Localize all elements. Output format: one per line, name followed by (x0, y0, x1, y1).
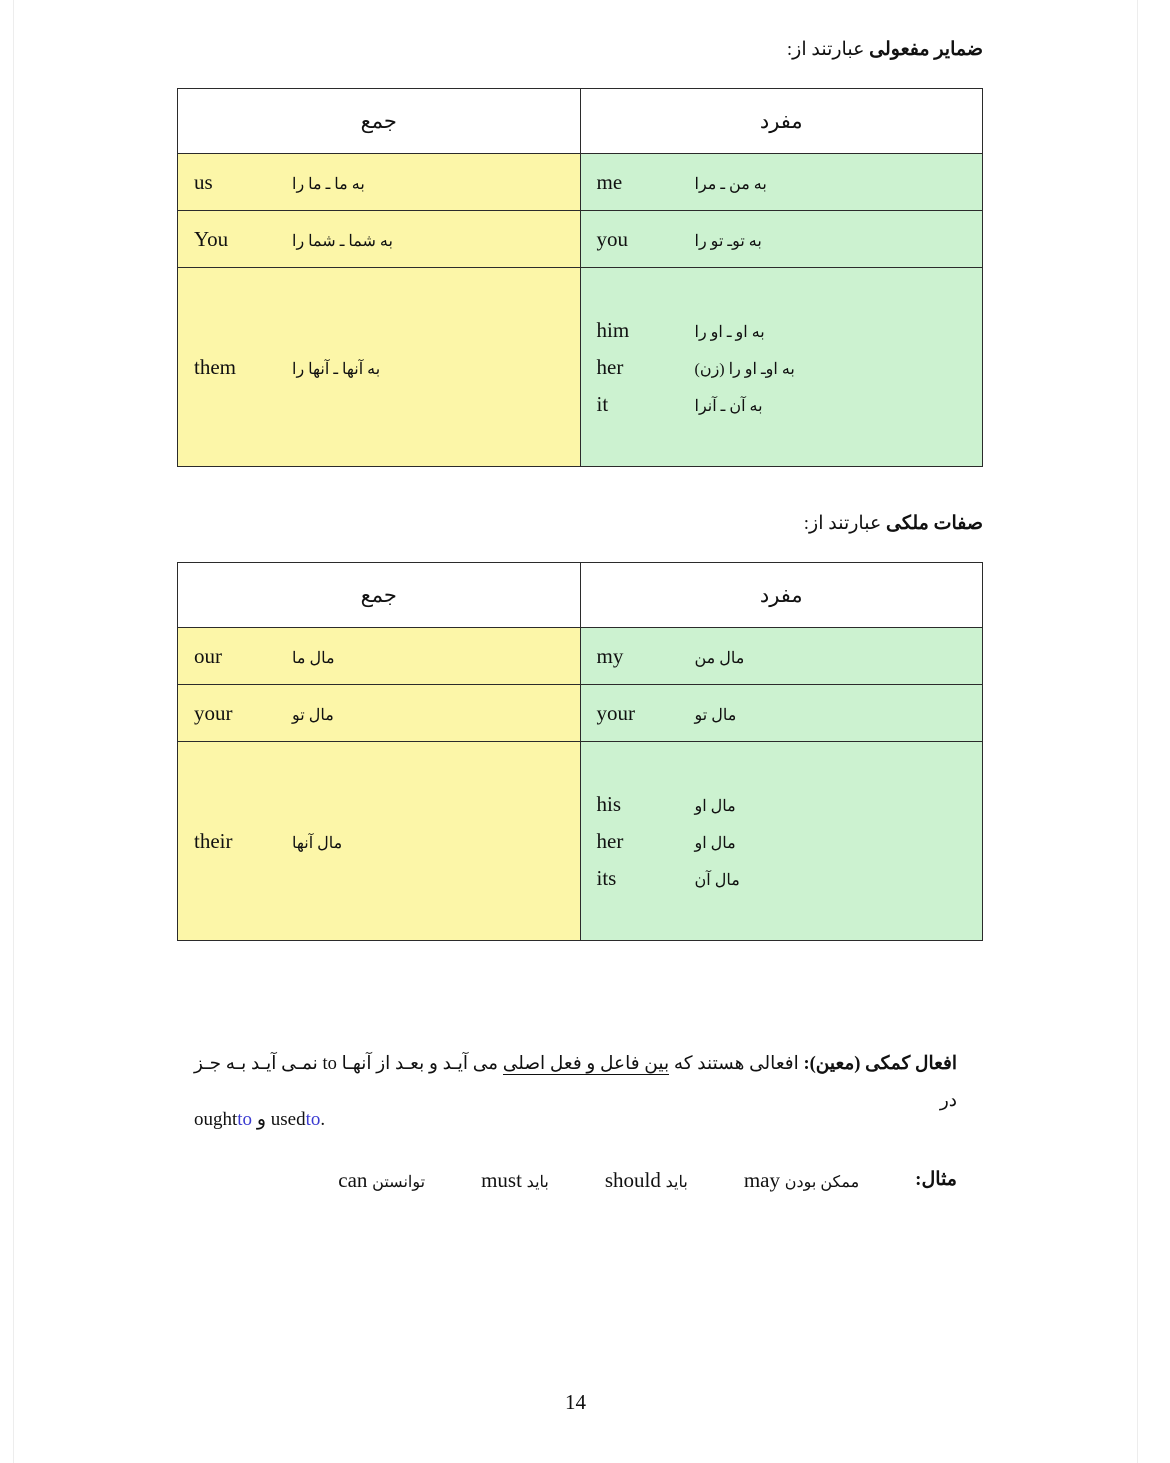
object-pronouns-heading (787, 38, 983, 61)
entry-you-plural-en: You (194, 226, 229, 251)
modal-verbs-underlined: بین فاعل و فعل اصلی (502, 1054, 670, 1074)
entry-him (581, 312, 983, 349)
entry-their-en: their (194, 828, 233, 853)
entry-you-fa: به توـ تو را (694, 232, 762, 250)
entry-your (581, 695, 983, 732)
entry-me-en: me (596, 169, 623, 194)
entry-his-fa: مال او (694, 797, 736, 815)
exception-conjunction: و (252, 1109, 271, 1130)
header-singular: مفرد (580, 563, 983, 628)
entry-us-en: us (194, 169, 213, 194)
entry-group-third-person-possessive (581, 742, 983, 940)
example-may-fa: ممکن بودن (784, 1174, 860, 1191)
entry-your-en: your (596, 700, 635, 725)
entry-their (178, 823, 580, 860)
entry-their-fa: مال آنها (292, 834, 343, 852)
cell-plural-your (178, 685, 581, 742)
entry-his-en: his (596, 791, 622, 816)
cell-plural-you (178, 211, 581, 268)
entry-them-fa: به آنها ـ آنها را (292, 360, 381, 378)
modal-verbs-title: افعال کمکی (معین): (803, 1054, 957, 1074)
entry-them-en: them (194, 354, 236, 379)
cell-plural-us (178, 154, 581, 211)
entry-them (178, 349, 580, 386)
entry-group-them (178, 268, 580, 466)
modal-verbs-exceptions-line (194, 1108, 957, 1131)
header-singular: مفرد (580, 89, 983, 154)
example-should-fa: باید (665, 1174, 688, 1191)
cell-singular-you (580, 211, 983, 268)
entry-it-fa: به آن ـ آنرا (694, 397, 763, 415)
entry-it-en: it (596, 391, 609, 416)
entry-her-possessive-en: her (596, 828, 624, 853)
example-may (744, 1168, 859, 1193)
table-row (178, 685, 983, 742)
cell-singular-your (580, 685, 983, 742)
cell-singular-me (580, 154, 983, 211)
entry-you-en: you (596, 226, 628, 251)
modal-verbs-body-2: می آیـد و بعـد از آنهـا (336, 1054, 503, 1074)
exception-used: .used (270, 1109, 326, 1130)
table-row (178, 211, 983, 268)
examples-label: مثال: (915, 1169, 957, 1190)
modal-verbs-examples (194, 1168, 957, 1193)
possessive-adjectives-heading-bold: صفات ملکی (886, 513, 983, 534)
entry-my-en: my (596, 643, 624, 668)
entry-us-fa: به ما ـ ما را (292, 175, 365, 193)
modal-verbs-inline-to: to (322, 1054, 337, 1074)
document-page (14, 0, 1137, 1463)
example-must-fa: باید (526, 1174, 549, 1191)
example-may-en: may (743, 1168, 780, 1192)
table-row (178, 154, 983, 211)
object-pronouns-heading-rest: عبارتند از: (786, 39, 870, 60)
entry-group-their (178, 742, 580, 940)
example-must-en: must (481, 1168, 522, 1192)
exception-ought: ought (194, 1109, 238, 1130)
exception-used-to: to (305, 1109, 321, 1130)
table-header-row (178, 563, 983, 628)
entry-our-fa: مال ما (292, 649, 335, 667)
possessive-adjectives-heading (804, 512, 983, 535)
entry-our-en: our (194, 643, 222, 668)
exception-ought-to: to (237, 1109, 253, 1130)
entry-its-fa: مال آن (694, 871, 740, 889)
entry-it (581, 386, 983, 423)
entry-her-possessive (581, 823, 983, 860)
entry-my-fa: مال من (694, 649, 745, 667)
entry-our (178, 638, 580, 675)
entry-her-en: her (596, 354, 624, 379)
cell-plural-them (178, 268, 581, 467)
cell-plural-their (178, 742, 581, 941)
cell-singular-my (580, 628, 983, 685)
page-number: 14 (565, 1390, 586, 1414)
cell-plural-our (178, 628, 581, 685)
entry-group-third-person (581, 268, 983, 466)
entry-its (581, 860, 983, 897)
entry-her-possessive-fa: مال او (694, 834, 736, 852)
example-must (481, 1168, 549, 1193)
entry-your-plural-en: your (194, 700, 233, 725)
object-pronouns-table (177, 88, 983, 467)
example-can (338, 1168, 425, 1193)
table-row (178, 268, 983, 467)
entry-your-plural (178, 695, 580, 732)
example-can-en: can (338, 1168, 368, 1192)
page-content (14, 0, 1137, 1463)
entry-me-fa: به من ـ مرا (694, 175, 767, 193)
header-plural: جمع (178, 89, 581, 154)
entry-him-en: him (596, 317, 630, 342)
entry-you (581, 221, 983, 258)
entry-us (178, 164, 580, 201)
example-can-fa: توانستن (372, 1174, 426, 1191)
table-row (178, 628, 983, 685)
entry-your-plural-fa: مال تو (292, 706, 334, 724)
object-pronouns-heading-bold: ضمایر مفعولی (869, 39, 983, 60)
example-should-en: should (604, 1168, 661, 1192)
entry-my (581, 638, 983, 675)
entry-its-en: its (596, 865, 617, 890)
header-plural: جمع (178, 563, 581, 628)
modal-verbs-body-1: افعالی هستند که (669, 1054, 804, 1074)
entry-her (581, 349, 983, 386)
entry-him-fa: به او ـ او را (694, 323, 765, 341)
entry-his (581, 786, 983, 823)
example-should (605, 1168, 688, 1193)
cell-singular-his-her-its (580, 742, 983, 941)
entry-me (581, 164, 983, 201)
entry-her-fa: به اوـ او را (زن) (694, 360, 795, 378)
page-right-margin (1137, 0, 1170, 1463)
table-header-row (178, 89, 983, 154)
possessive-adjectives-table (177, 562, 983, 941)
modal-verbs-body-3: نمـی آیـد بـه جـز در (194, 1054, 957, 1111)
table-row (178, 742, 983, 941)
entry-you-plural-fa: به شما ـ شما را (292, 232, 393, 250)
entry-you-plural (178, 221, 580, 258)
entry-your-fa: مال تو (694, 706, 737, 724)
cell-singular-him-her-it (580, 268, 983, 467)
possessive-adjectives-heading-rest: عبارتند از: (803, 513, 887, 534)
